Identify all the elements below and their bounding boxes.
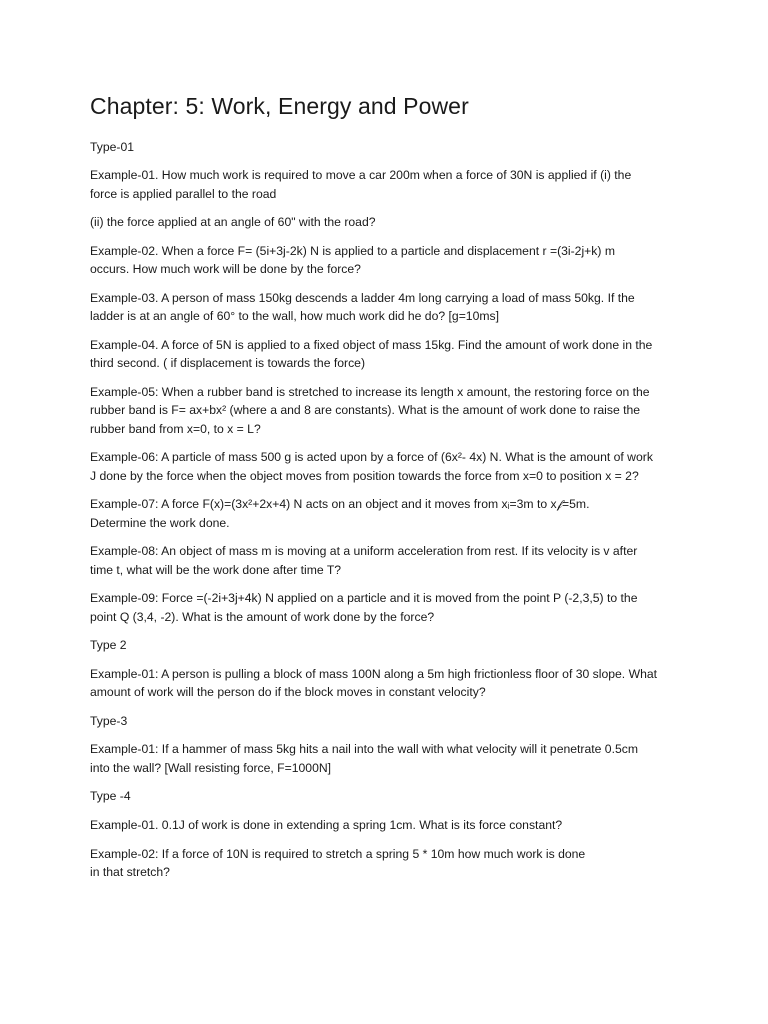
section-heading-type-2: Type 2 (90, 638, 127, 653)
example-08: Example-08: An object of mass m is moving at a uniform acceleration from rest. If its velocity is v after time t, what will be the work done after time T? (90, 544, 638, 577)
section-heading-type-01: Type-01 (90, 139, 135, 154)
example-07: Example-07: A force F(x)=(3x²+2x+4) N acts on an object and it moves from xᵢ=3m to x𝒻=5m. Determine the work done. (90, 497, 590, 530)
example-02: Example-02. When a force F= (5i+3j-2k) N is applied to a particle and displacement r =(3i-2j+k) m occurs. How much work will be done by the force? (90, 243, 615, 277)
type-4-example-02: Example-02: If a force of 10N is required to stretch a spring 5 * 10m how much work is done in that stretch? (90, 846, 586, 879)
example-04: Example-04. A force of 5N is applied to a fixed object of mass 15kg. Find the amount of work done in the third second. ( if displacement is towards the force) (90, 337, 653, 371)
type-4-example-01: Example-01. 0.1J of work is done in extending a spring 1cm. What is its force constant? (90, 817, 563, 832)
example-03: Example-03. A person of mass 150kg descends a ladder 4m long carrying a load of mass 50kg. If the ladder is at an angle of 60° to the wall, how much work did he do? [g=10ms] (90, 290, 635, 324)
example-06: Example-06: A particle of mass 500 g is acted upon by a force of (6x²- 4x) N. What is the amount of work J done by the force when the object moves from position towards the force from x=0 to position x = 2? (90, 450, 653, 483)
example-05: Example-05: When a rubber band is stretched to increase its length x amount, the restoring force on the rubber band is F= ax+bx² (where a and 8 are constants). What is the amount of work done to raise the rubber band from x=0, to x = L? (90, 384, 650, 436)
type-3-example-01: Example-01: If a hammer of mass 5kg hits a nail into the wall with what velocity will it penetrate 0.5cm into the wall? [Wall resisting force, F=1000N] (90, 742, 638, 775)
page-title: Chapter: 5: Work, Energy and Power (90, 93, 469, 119)
example-01-part-i: Example-01. How much work is required to move a car 200m when a force of 30N is applied if (i) the force is applied parallel to the road (90, 168, 632, 201)
section-heading-type-3: Type-3 (90, 713, 128, 728)
section-heading-type-4: Type -4 (90, 789, 131, 804)
example-01-part-ii: (ii) the force applied at an angle of 60" with the road? (90, 215, 376, 230)
type-2-example-01: Example-01: A person is pulling a block of mass 100N along a 5m high frictionless floor of 30 slope. What amount of work will the person do if the block moves in constant velocity? (90, 666, 658, 700)
example-09: Example-09: Force =(-2i+3j+4k) N applied on a particle and it is moved from the point P (-2,3,5) to the point Q (3,4, -2). What is the amount of work done by the force? (90, 591, 638, 624)
